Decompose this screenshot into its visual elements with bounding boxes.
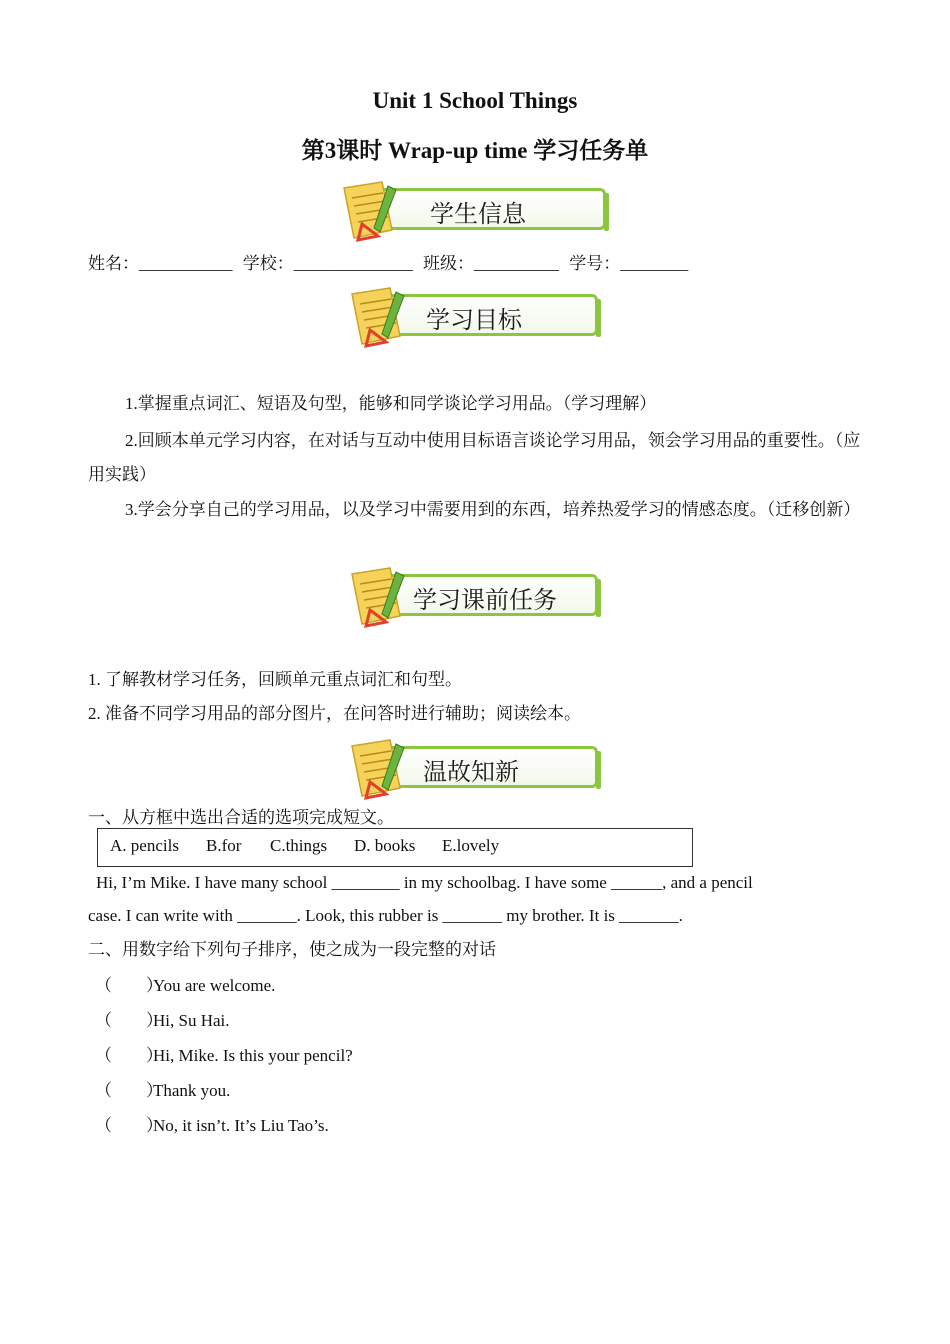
order-sentence: Thank you. [153,1081,231,1100]
class-label: 班级： [423,254,474,273]
goal-item: 3.学会分享自己的学习用品，以及学习中需要用到的东西，培养热爱学习的情感态度。（迁移创新） [125,500,861,519]
page-title: Unit 1 School Things [372,88,578,113]
answer-blank[interactable]: （ ） [95,1081,163,1100]
badge-label: 学生信息 [430,200,526,228]
pre-task-item: 1. 了解教材学习任务，回顾单元重点词汇和句型。 [88,670,462,689]
badge-label: 学习目标 [426,306,522,334]
order-sentence: Hi, Mike. Is this your pencil? [153,1046,353,1065]
option-e: E.lovely [442,836,500,855]
page-subtitle: 第3课时 Wrap-up time 学习任务单 [301,138,649,163]
pre-task-item: 2. 准备不同学习用品的部分图片，在问答时进行辅助；阅读绘本。 [88,704,581,723]
order-item [95,971,275,996]
notepad-pencil-icon [346,738,416,800]
option-b: B.for [206,836,242,855]
student-info-row [88,252,688,276]
notepad-pencil-icon [346,286,416,348]
order-item [95,1111,329,1136]
name-label: 姓名： [88,254,139,273]
answer-blank[interactable]: （ ） [95,1116,163,1135]
badge-label: 温故知新 [423,758,519,786]
notepad-pencil-icon [346,566,416,628]
passage-line: case. I can write with _______. Look, this rubber is _______ my brother. It is _______. [88,906,683,925]
option-c: C.things [270,836,328,855]
class-blank[interactable]: __________ [474,254,559,273]
option-d: D. books [354,836,416,855]
exercise2-heading: 二、用数字给下列句子排序，使之成为一段完整的对话 [88,940,496,959]
school-label: 学校： [242,254,294,273]
order-sentence: No, it isn’t. It’s Liu Tao’s. [153,1116,329,1135]
answer-blank[interactable]: （ ） [95,1011,163,1030]
passage-line: Hi, I’m Mike. I have many school ________ in my schoolbag. I have some ______, and a pencil [96,873,753,892]
order-item [95,1041,353,1066]
badge-label: 学习课前任务 [413,586,557,614]
notepad-pencil-icon [338,180,408,242]
name-blank[interactable]: ___________ [139,254,233,273]
school-blank[interactable]: ______________ [293,254,413,273]
answer-blank[interactable]: （ ） [95,1046,163,1065]
section-badge-student-info [338,180,613,240]
goal-item: 2.回顾本单元学习内容，在对话与互动中使用目标语言谈论学习用品，领会学习用品的重要性。（应用实践） [88,431,861,484]
student-number-label: 学号： [569,254,621,273]
order-item [95,1006,230,1031]
answer-blank[interactable]: （ ） [95,976,163,995]
section-badge-review [346,738,604,798]
student-number-blank[interactable]: ________ [620,254,689,273]
order-item [95,1076,230,1101]
option-a: A. pencils [110,836,179,855]
goal-item: 1.掌握重点词汇、短语及句型，能够和同学谈论学习用品。（学习理解） [125,394,657,413]
section-badge-goals [346,286,604,346]
section-badge-pre-tasks [346,566,604,626]
exercise1-heading: 一、从方框中选出合适的选项完成短文。 [88,808,394,827]
order-sentence: Hi, Su Hai. [153,1011,230,1030]
order-sentence: You are welcome. [153,976,276,995]
